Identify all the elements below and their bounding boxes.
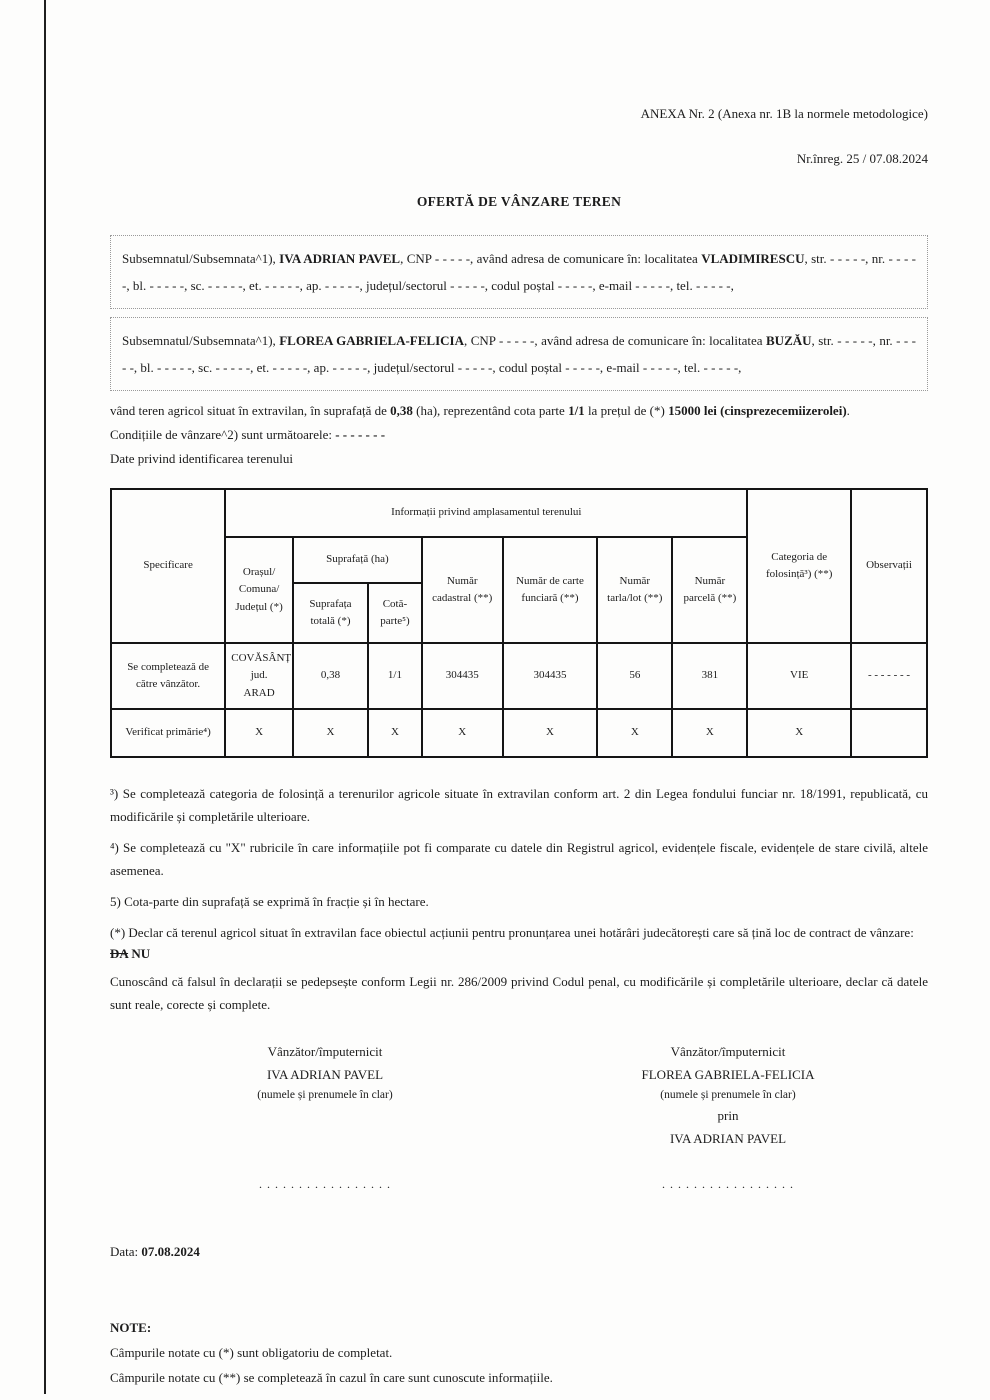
col-header-specificare: Specificare <box>111 489 225 643</box>
scan-edge-line <box>44 0 46 1394</box>
registration-number: Nr.înreg. 25 / 07.08.2024 <box>796 151 928 166</box>
signature-right-note: (numele și prenumele în clar) <box>660 1089 796 1101</box>
signature-right-prin-name: IVA ADRIAN PAVEL <box>669 1131 787 1146</box>
anexa-reference: ANEXA Nr. 2 (Anexa nr. 1B la normele metodologice) <box>640 106 928 121</box>
offer-area: 0,38 <box>390 403 413 418</box>
signature-left-note: (numele și prenumele în clar) <box>257 1089 393 1101</box>
cell-cadastral: 304435 <box>422 643 503 709</box>
cell-categoria: VIE <box>747 643 851 709</box>
cell-locality <box>225 643 293 709</box>
cell-locality-name: COVĂSÂNȚ <box>231 652 292 665</box>
seller-1-locality: VLADIMIRESCU <box>701 251 805 266</box>
land-data-intro: Date privind identificarea terenului <box>110 451 294 466</box>
col-header-group-info: Informații privind amplasamentul terenului <box>225 489 747 537</box>
col-header-cadastral: Număr cadastral (**) <box>422 537 503 643</box>
document-content <box>110 0 928 1386</box>
seller-2-cnp: , CNP - - - - -, având adresa de comunicare în: localitatea <box>464 333 767 348</box>
seller-1-intro: Subsemnatul/Subsemnata^1), <box>122 251 280 266</box>
cell-carte-funciara: 304435 <box>503 643 598 709</box>
land-identification-table <box>110 488 928 758</box>
col-header-parcela: Număr parcelă (**) <box>672 537 747 643</box>
notes-section <box>110 1320 928 1386</box>
cell-parcela: 381 <box>672 643 747 709</box>
date-line <box>110 1244 928 1260</box>
offer-text-4: . <box>846 403 850 418</box>
seller-2-locality: BUZĂU <box>766 333 812 348</box>
offer-price-words: (cinsprezecemiizerolei) <box>720 403 847 418</box>
col-header-carte-funciara: Număr de carte funciară (**) <box>503 537 598 643</box>
signature-block-left <box>160 1044 490 1192</box>
offer-share: 1/1 <box>568 403 585 418</box>
document-title: OFERTĂ DE VÂNZARE TEREN <box>416 194 622 209</box>
col-header-observatii: Observații <box>851 489 927 643</box>
col-header-tarla: Număr tarla/lot (**) <box>597 537 672 643</box>
date-label: Data: <box>110 1244 142 1259</box>
cell-cota: 1/1 <box>368 643 422 709</box>
offer-price: 15000 lei <box>668 403 717 418</box>
offer-paragraph <box>110 399 928 423</box>
seller-2-address: , str. - - - - -, nr. - - - - -, bl. - - - - -, sc. - - - - -, et. - - - - -, ap. - - - - -, județul/sectorul - - - - -, codul poștal - - - - -, e-mail - - - - -, tel. - - - - -, <box>122 333 917 375</box>
cell-locality-jud: jud. <box>250 669 268 682</box>
verificat-mark-carte: X <box>503 709 598 757</box>
seller-1-name: IVA ADRIAN PAVEL <box>279 251 401 266</box>
note-line-1: Câmpurile notate cu (*) sunt obligatoriu de completat. <box>110 1345 393 1360</box>
da-option-struck: DA <box>110 946 129 961</box>
cell-suprafata: 0,38 <box>293 643 368 709</box>
verificat-mark-cota: X <box>368 709 422 757</box>
offer-text-1: vând teren agricol situat în extravilan, în suprafață de <box>110 403 391 418</box>
da-nu-line <box>110 946 928 962</box>
col-header-oras: Orașul/ Comuna/ Județul (*) <box>225 537 293 643</box>
footnote-3: ³) Se completează categoria de folosință a terenurilor agricole situate în extravilan conform art. 2 din Legea fondului funciar nr. 18/1991, republicată, cu modificările și completările ulterioare. <box>110 786 928 824</box>
col-header-categoria: Categoria de folosință³) (**) <box>747 489 851 643</box>
footnote-5: 5) Cota-parte din suprafață se exprimă în fracție și în hectare. <box>110 894 429 909</box>
seller-2-intro: Subsemnatul/Subsemnata^1), <box>122 333 280 348</box>
signature-block-right <box>548 1044 908 1192</box>
col-header-suprafata-group: Suprafață (ha) <box>293 537 422 583</box>
date-value: 07.08.2024 <box>141 1244 200 1259</box>
verificat-mark-oras: X <box>225 709 293 757</box>
signature-right-dotted-line: . . . . . . . . . . . . . . . . . <box>662 1177 794 1191</box>
nu-option: NU <box>131 946 151 961</box>
verificat-mark-tarla: X <box>597 709 672 757</box>
signature-right-name: FLOREA GABRIELA-FELICIA <box>641 1067 815 1082</box>
footnote-star-declaration: (*) Declar că terenul agricol situat în extravilan face obiectul acțiunii pentru pronunțarea unei hotărâri judecătorești care să țină loc de contract de vânzare: <box>110 925 914 940</box>
verificat-mark-cadastral: X <box>422 709 503 757</box>
note-line-2: Câmpurile notate cu (**) se completează în cazul în care sunt cunoscute informațiile. <box>110 1370 553 1385</box>
cell-observatii: - - - - - - - <box>851 643 927 709</box>
offer-text-2: (ha), reprezentând cota parte <box>412 403 569 418</box>
signature-left-role: Vânzător/împuternicit <box>267 1044 383 1059</box>
col-header-suprafata-totala: Suprafața totală (*) <box>293 583 368 643</box>
row-label-verificat: Verificat primărie⁴) <box>111 709 225 757</box>
col-header-cota-parte: Cotă-parte⁵) <box>368 583 422 643</box>
signatures-section <box>110 1044 928 1192</box>
offer-text-3: la prețul de (*) <box>584 403 669 418</box>
signature-right-role: Vânzător/împuternicit <box>670 1044 786 1059</box>
footnote-4: ⁴) Se completează cu "X" rubricile în care informațiile pot fi comparate cu datele din Registrul agricol, evidențele fiscale, evidențele de stare civilă, altele asemenea. <box>110 840 928 878</box>
seller-2-name: FLOREA GABRIELA-FELICIA <box>279 333 464 348</box>
verificat-mark-parcela: X <box>672 709 747 757</box>
signature-left-dotted-line: . . . . . . . . . . . . . . . . . <box>259 1177 391 1191</box>
signature-right-prin: prin <box>717 1108 739 1123</box>
seller-1-address: , str. - - - - -, nr. - - - - -, bl. - - - - -, sc. - - - - -, et. - - - - -, ap. - - - - -, județul/sectorul - - - - -, codul poștal - - - - -, e-mail - - - - -, tel. - - - - -, <box>122 251 916 293</box>
seller-2-box <box>110 317 928 391</box>
cell-tarla: 56 <box>597 643 672 709</box>
cell-locality-county: ARAD <box>243 686 275 699</box>
verificat-mark-suprafata: X <box>293 709 368 757</box>
verificat-mark-observatii <box>851 709 927 757</box>
signature-left-name: IVA ADRIAN PAVEL <box>266 1067 384 1082</box>
notes-title: NOTE: <box>110 1320 152 1335</box>
verificat-mark-categoria: X <box>747 709 851 757</box>
seller-1-cnp: , CNP - - - - -, având adresa de comunicare în: localitatea <box>400 251 702 266</box>
row-label-seller: Se completează de către vânzător. <box>111 643 225 709</box>
sale-conditions-line <box>110 423 928 447</box>
seller-1-box <box>110 235 928 309</box>
penal-declaration: Cunoscând că falsul în declarații se pedepsește conform Legii nr. 286/2009 privind Codul penal, cu modificările și completările ulterioare, declar că datele sunt reale, corecte și complete. <box>110 974 928 1012</box>
sale-conditions-dashes: - - - - - - - <box>335 427 386 442</box>
sale-conditions-label: Condițiile de vânzare^2) sunt următoarele: <box>110 427 336 442</box>
